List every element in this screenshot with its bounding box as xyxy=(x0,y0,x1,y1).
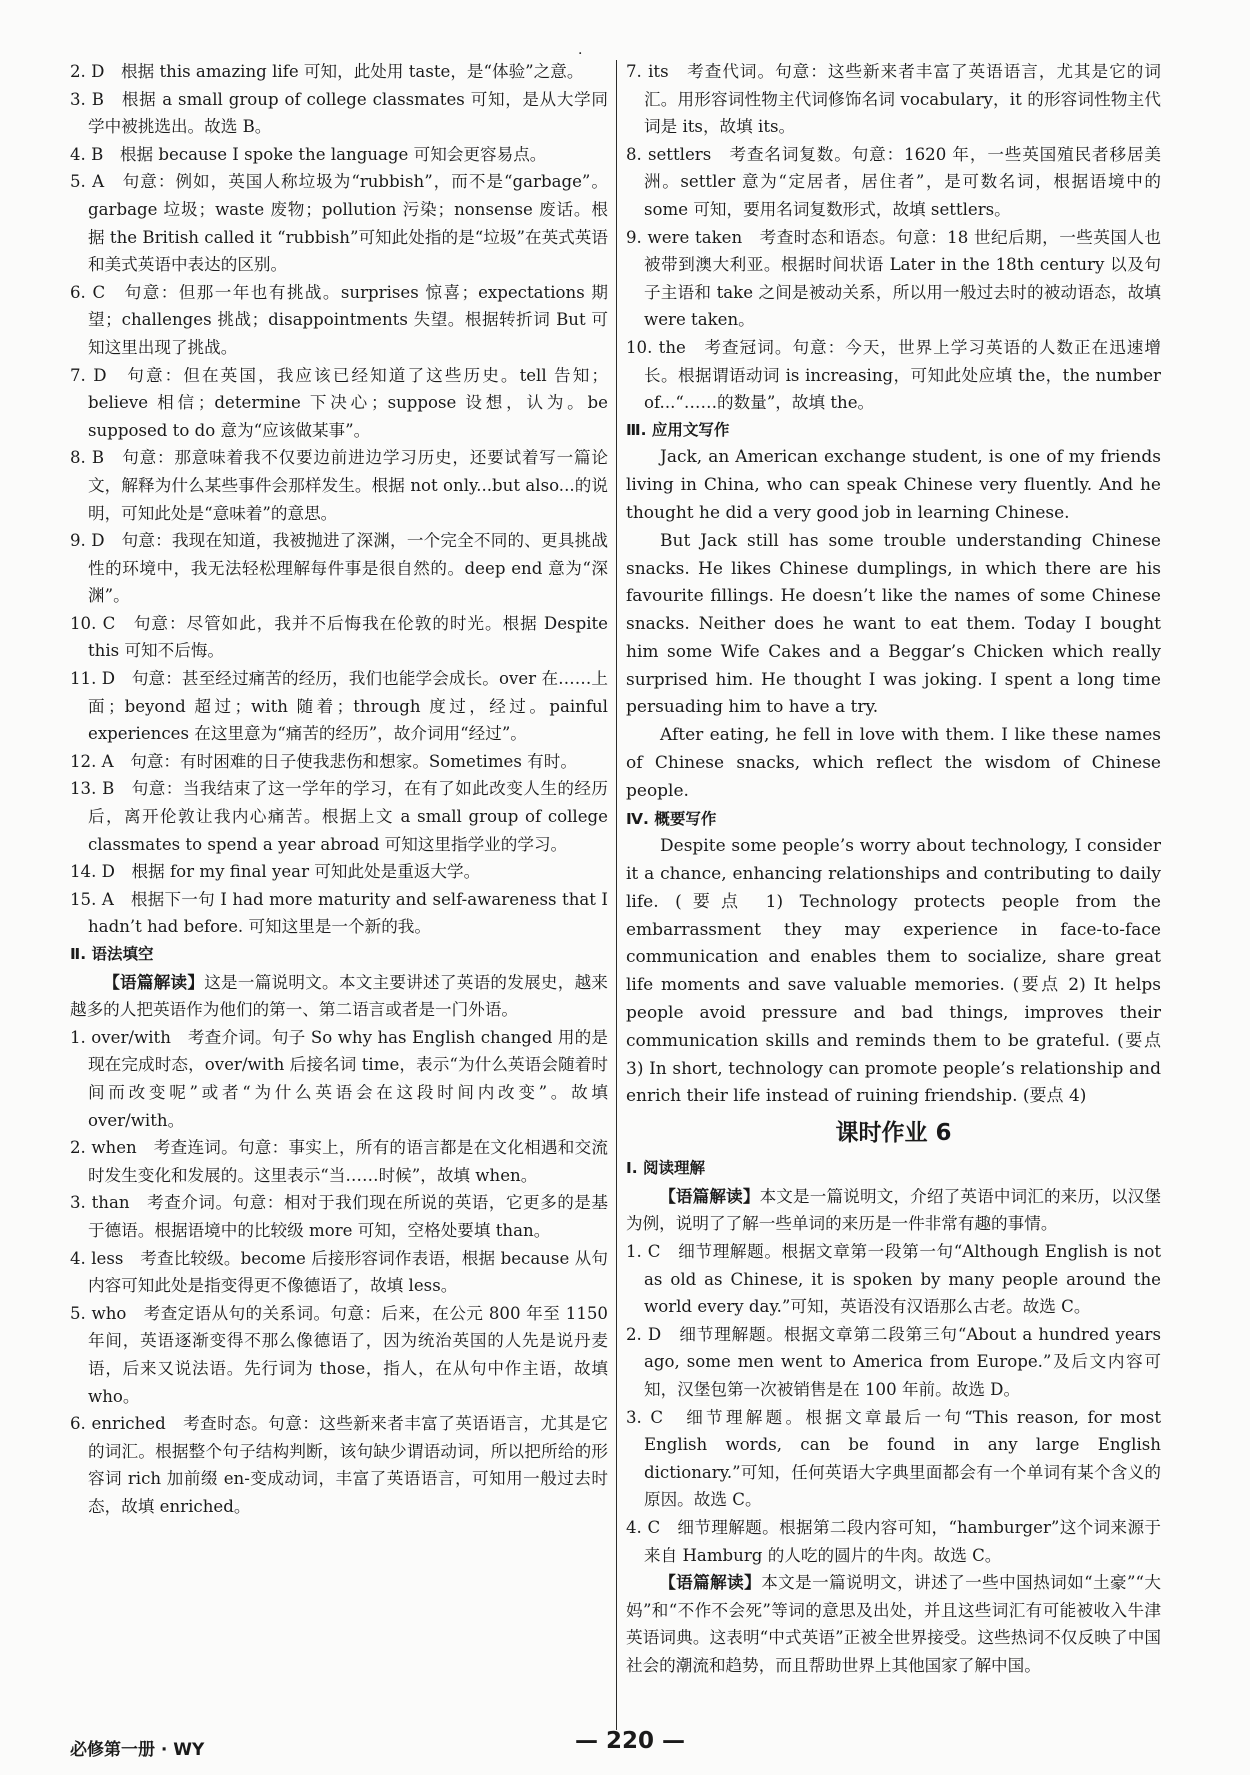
block-text: 10. the 考查冠词。句意：今天，世界上学习英语的人数正在迅速增长。根据谓语动词 is increasing，可知此处应填 the，the number of...“……的数量”，故填 the。 xyxy=(626,337,1161,413)
book-label: 必修第一册 · WY xyxy=(70,1740,205,1760)
block-text: Ⅰ. 阅读理解 xyxy=(626,1159,706,1178)
answer-item xyxy=(70,444,608,527)
block-text: Jack, an American exchange student, is one of my friends living in China, who can speak Chinese very fluently. And he thought he did a very good job in learning Chinese. xyxy=(626,447,1161,523)
section-heading xyxy=(626,806,1161,834)
block-text: 本文是一篇说明文，介绍了英语中词汇的来历，以汉堡为例，说明了了解一些单词的来历是一件非常有趣的事情。 xyxy=(626,1186,1161,1234)
essay-paragraph xyxy=(626,444,1161,527)
block-text: 2. when 考查连词。句意：事实上，所有的语言都是在文化相遇和交流时发生变化和发展的。这里表示“当……时候”，故填 when。 xyxy=(70,1138,608,1185)
block-text: 2. D 根据 this amazing life 可知，此处用 taste，是“体验”之意。 xyxy=(70,62,584,81)
answer-item xyxy=(70,1410,608,1520)
block-text: Ⅲ. 应用文写作 xyxy=(626,420,730,439)
note-label: 【语篇解读】 xyxy=(659,1573,762,1593)
block-text: Despite some people’s worry about technology, I consider it a chance, enhancing relationships and contributing to daily life. (要点 1) Technology protects people from the embarrassment they may experience in face-to-face communication and enables them to socialize, share great life moments and save valuable memories. (要点 2) It helps people avoid pressure and bad things, improves their communication skills and reminds them to be grateful. (要点 3) In short, technology can promote people’s relationship and enrich their life instead of ruining friendship. (要点 4) xyxy=(626,836,1161,1107)
block-text: 7. its 考查代词。句意：这些新来者丰富了英语语言，尤其是它的词汇。用形容词性物主代词修饰名词 vocabulary，it 的形容词性物主代词是 its，故填 its。 xyxy=(626,62,1161,137)
answer-item xyxy=(70,610,608,665)
answer-item xyxy=(70,1189,608,1244)
block-text: 1. over/with 考查介词。句子 So why has English changed 用的是现在完成时态，over/with 后接名词 time，表示“为什么英语会随着时间而改变呢”或者“为什么英语会在这段时间内改变”。故填 over/with。 xyxy=(70,1027,608,1130)
answer-item xyxy=(626,1514,1161,1569)
left-column xyxy=(70,58,608,1520)
answer-item xyxy=(626,334,1161,417)
block-text: 14. D 根据 for my final year 可知此处是重返大学。 xyxy=(70,862,481,882)
block-text: 8. settlers 考查名词复数。句意：1620 年，一些英国殖民者移居美洲。settler 意为“定居者，居住者”，是可数名词，根据语境中的 some 可知，要用名词复数形式，故填 settlers。 xyxy=(626,144,1161,219)
block-text: 这是一篇说明文。本文主要讲述了英语的发展史，越来越多的人把英语作为他们的第一、第二语言或者是一门外语。 xyxy=(70,972,609,1020)
block-text: 7. D 句意：但在英国，我应该已经知道了这些历史。tell 告知；believe 相信；determine 下决心；suppose 设想，认为。be supposed to do 意为“应该做某事”。 xyxy=(70,365,608,440)
block-text: 5. who 考查定语从句的关系词。句意：后来，在公元 800 年至 1150 年间，英语逐渐变得不那么像德语了，因为统治英国的人先是说丹麦语，后来又说法语。先行词为 those，指人，在从句中作主语，故填 who。 xyxy=(70,1303,608,1406)
block-text: 4. less 考查比较级。become 后接形容词作表语，根据 because 从句内容可知此处是指变得更不像德语了，故填 less。 xyxy=(70,1248,608,1296)
essay-paragraph xyxy=(626,722,1161,805)
homework-title xyxy=(626,1117,1161,1149)
block-text: 8. B 句意：那意味着我不仅要边前进边学习历史，还要试着写一篇论文，解释为什么某些事件会那样发生。根据 not only...but also...的说明，可知此处是“意味着”的意思。 xyxy=(70,448,608,523)
block-text: 12. A 句意：有时困难的日子使我悲伤和想家。Sometimes 有时。 xyxy=(70,751,577,771)
block-text: 15. A 根据下一句 I had more maturity and self-awareness that I hadn’t had before. 可知这里是一个新的我。 xyxy=(70,889,608,937)
answer-item xyxy=(70,1300,608,1410)
essay-paragraph xyxy=(626,833,1161,1111)
answer-item xyxy=(70,279,608,362)
page-number: — 220 — xyxy=(574,1728,686,1754)
answer-item xyxy=(626,141,1161,224)
right-column xyxy=(626,58,1161,1680)
block-text: 9. were taken 考查时态和语态。句意：18 世纪后期，一些英国人也被带到澳大利亚。根据时间状语 Later in the 18th century 以及句子主语和 take 之间是被动关系，所以用一般过去时的被动语态，故填 were taken。 xyxy=(626,227,1161,330)
block-text: 课时作业 6 xyxy=(835,1120,952,1147)
section-heading xyxy=(626,1155,1161,1183)
answer-item xyxy=(70,58,608,86)
answer-item xyxy=(70,1245,608,1300)
block-text: Ⅱ. 语法填空 xyxy=(70,945,154,963)
note-label: 【语篇解读】 xyxy=(103,972,205,992)
block-text: But Jack still has some trouble understanding Chinese snacks. He likes Chinese dumplings, in which there are his favourite fillings. He doesn’t like the names of some Chinese snacks. Neither does he want to eat them. Today I bought him some Wife Cakes and a Beggar’s Chicken which really surprised him. He thought I was joking. I spent a long time persuading him to have a try. xyxy=(626,530,1161,718)
answer-item xyxy=(70,858,608,886)
answer-item xyxy=(626,1404,1161,1514)
answer-item xyxy=(626,58,1161,141)
answer-item xyxy=(70,141,608,169)
block-text: 9. D 句意：我现在知道，我被抛进了深渊，一个完全不同的、更具挑战性的环境中，我无法轻松理解每件事是很自然的。deep end 意为“深渊”。 xyxy=(70,531,608,606)
note-label: 【语篇解读】 xyxy=(659,1186,760,1206)
block-text: After eating, he fell in love with them. I like these names of Chinese snacks, which reflect the wisdom of Chinese people. xyxy=(626,725,1161,801)
answer-item xyxy=(70,775,608,858)
block-text: 3. than 考查介词。句意：相对于我们现在所说的英语，它更多的是基于德语。根据语境中的比较级 more 可知，空格处要填 than。 xyxy=(70,1193,608,1240)
answer-item xyxy=(70,1134,608,1189)
block-text: 5. A 句意：例如，英国人称垃圾为“rubbish”，而不是“garbage”。garbage 垃圾；waste 废物；pollution 污染；nonsense 废话。根据 the British called it “rubbish”可知此处指的是“垃圾”在英式英语和美式英语中表达的区别。 xyxy=(70,172,608,275)
answer-item xyxy=(70,362,608,445)
block-text: 本文是一篇说明文，讲述了一些中国热词如“土豪”“大妈”和“不作不会死”等词的意思及出处，并且这些词汇有可能被收入牛津英语词典。这表明“中式英语”正被全世界接受。这些热词不仅反映了中国社会的潮流和趋势，而且帮助世界上其他国家了解中国。 xyxy=(626,1573,1162,1675)
block-text: 4. B 根据 because I spoke the language 可知会更容易点。 xyxy=(70,144,547,164)
essay-paragraph xyxy=(626,528,1161,723)
passage-note xyxy=(626,1569,1161,1679)
answer-item xyxy=(70,527,608,610)
answer-item xyxy=(626,224,1161,334)
answer-item xyxy=(70,748,608,776)
section-heading xyxy=(70,941,608,969)
passage-note xyxy=(626,1183,1161,1238)
block-text: 1. C 细节理解题。根据文章第一段第一句“Although English is not as old as Chinese, it is spoken by many people around the world every day.”可知，英语没有汉语那么古老。故选 C。 xyxy=(626,1242,1161,1317)
section-heading xyxy=(626,417,1161,445)
block-text: 2. D 细节理解题。根据文章第二段第三句“About a hundred years ago, some men went to America from Europe.”及后文内容可知，汉堡包第一次被销售是在 100 年前。故选 D。 xyxy=(626,1324,1161,1399)
block-text: 6. enriched 考查时态。句意：这些新来者丰富了英语语言，尤其是它的词汇。根据整个句子结构判断，该句缺少谓语动词，所以把所给的形容词 rich 加前缀 en-变成动词，丰富了英语语言，可知用一般过去时态，故填 enriched。 xyxy=(70,1414,608,1516)
answer-item xyxy=(626,1238,1161,1321)
block-text: Ⅳ. 概要写作 xyxy=(626,809,717,828)
block-text: 4. C 细节理解题。根据第二段内容可知，“hamburger”这个词来源于来自 Hamburg 的人吃的圆片的牛肉。故选 C。 xyxy=(626,1517,1161,1565)
answer-item xyxy=(70,886,608,941)
block-text: 13. B 句意：当我结束了这一学年的学习，在有了如此改变人生的经历后，离开伦敦让我内心痛苦。根据上文 a small group of college classmates to spend a year abroad 可知这里指学业的学习。 xyxy=(70,779,608,854)
passage-note xyxy=(70,969,608,1024)
column-divider xyxy=(616,60,617,1730)
answer-item xyxy=(70,665,608,748)
block-text: 6. C 句意：但那一年也有挑战。surprises 惊喜；expectations 期望；challenges 挑战；disappointments 失望。根据转折词 But 可知这里出现了挑战。 xyxy=(70,282,608,357)
answer-item xyxy=(70,1024,608,1134)
block-text: 10. C 句意：尽管如此，我并不后悔我在伦敦的时光。根据 Despite this 可知不后悔。 xyxy=(70,613,608,661)
block-text: 11. D 句意：甚至经过痛苦的经历，我们也能学会成长。over 在……上面；beyond 超过；with 随着；through 度过，经过。painful experiences 在这里意为“痛苦的经历”，故介词用“经过”。 xyxy=(70,669,608,744)
block-text: 3. B 根据 a small group of college classmates 可知，是从大学同学中被挑选出。故选 B。 xyxy=(70,89,608,137)
top-mark: · xyxy=(578,46,583,62)
answer-item xyxy=(70,168,608,278)
answer-item xyxy=(70,86,608,141)
block-text: 3. C 细节理解题。根据文章最后一句“This reason, for most English words, can be found in any large English dictionary.”可知，任何英语大字典里面都会有一个单词有某个含义的原因。故选 C。 xyxy=(626,1407,1161,1510)
answer-item xyxy=(626,1321,1161,1404)
